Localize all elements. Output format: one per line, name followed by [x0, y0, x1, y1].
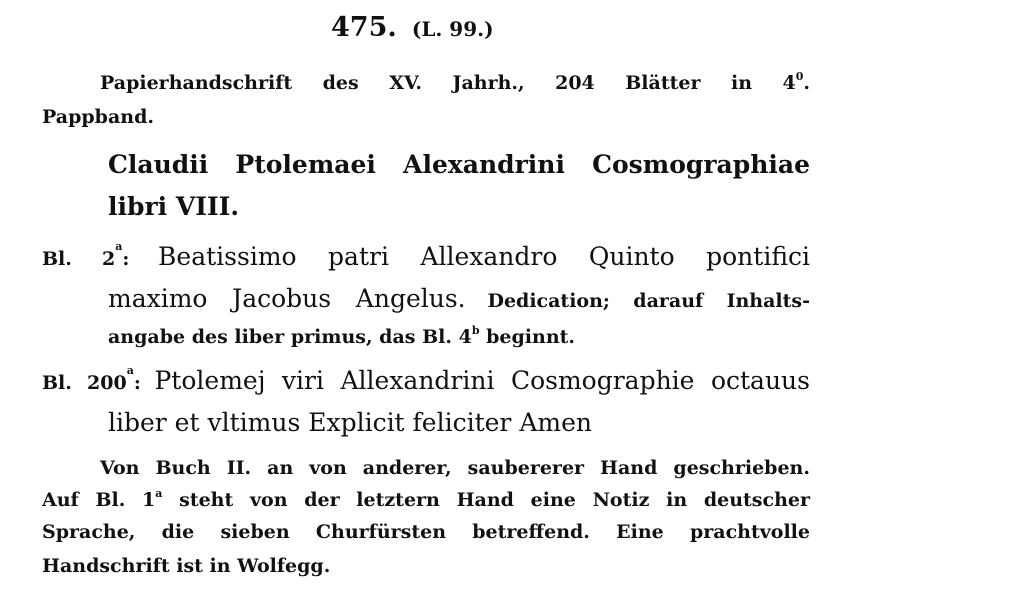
entry-number: 475.: [331, 12, 397, 43]
title-line-2: libri VIII.: [108, 192, 240, 221]
entry2-text-1: Ptolemej viri Allexandrini Cosmographie octauus: [154, 366, 810, 395]
entry2-line-1: [42, 366, 810, 395]
description-end: .: [803, 72, 810, 94]
notes-line-1: Von Buch II. an von anderer, saubererer Hand geschrieben.: [100, 457, 810, 479]
title-line-1: Claudii Ptolemaei Alexandrini Cosmographiae: [108, 150, 810, 179]
entry2-label: Bl. 200$^a$:: [42, 364, 141, 394]
notes-line-4: Handschrift ist in Wolfegg.: [42, 555, 331, 577]
entry2-line-2: liber et vltimus Explicit feliciter Amen: [108, 408, 592, 437]
entry1-label: Bl. 2$^a$:: [42, 240, 130, 270]
entry1-line-3: angabe des liber primus, das Bl. 4$^b$ beginnt.: [108, 324, 576, 348]
description-line-2: Pappband.: [42, 106, 154, 128]
notes-line-2: Auf Bl. 1$^a$ steht von der letztern Hand eine Notiz in deutscher: [42, 487, 810, 511]
description-text: Papierhandschrift des XV. Jahrh., 204 Blätter in 4: [100, 72, 796, 94]
description-superscript: 0: [795, 70, 804, 83]
entry-reference: (L. 99.): [411, 17, 494, 41]
notes-line-3: Sprache, die sieben Churfürsten betreffend. Eine prachtvolle: [42, 521, 810, 543]
description-line-1: [100, 72, 810, 94]
entry1-text-2a: maximo Jacobus Angelus.: [108, 284, 466, 313]
entry1-text-2b: Dedication; darauf Inhalts-: [487, 290, 810, 312]
document-page: [42, 0, 810, 614]
entry1-line-1: [42, 242, 810, 271]
entry-header: [331, 12, 494, 43]
entry1-text-1: Beatissimo patri Allexandro Quinto pontifici: [158, 242, 810, 271]
entry1-line-2: [108, 284, 810, 313]
